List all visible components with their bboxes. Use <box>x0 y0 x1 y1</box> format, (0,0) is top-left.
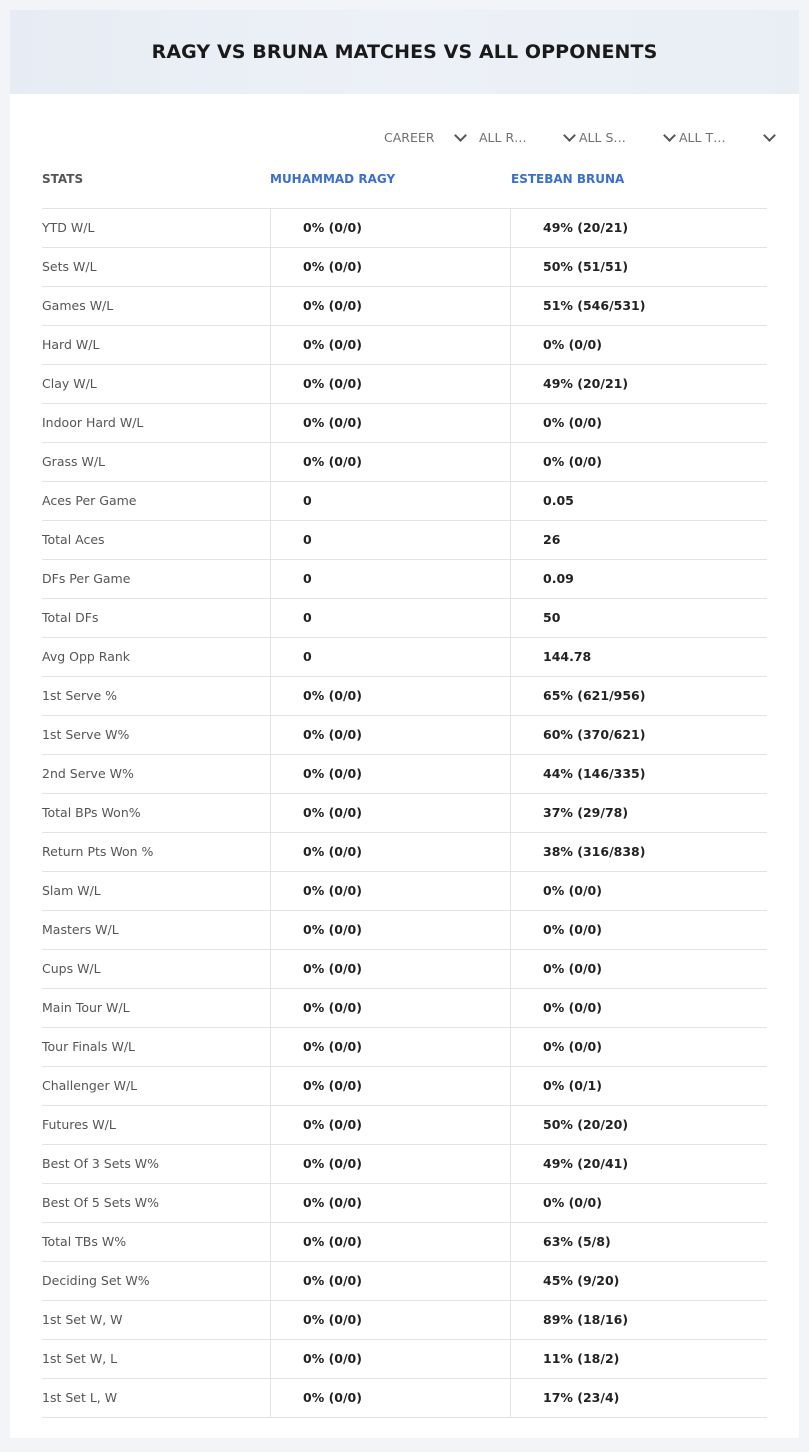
player2-stat-value: 11% (18/2) <box>510 1340 767 1378</box>
table-row <box>42 287 767 326</box>
player1-stat-value: 0% (0/0) <box>270 1184 510 1222</box>
player2-stat-value: 26 <box>510 521 767 559</box>
stat-label: Clay W/L <box>42 376 97 391</box>
table-row <box>42 1184 767 1223</box>
player2-stat-value: 0% (0/0) <box>510 911 767 949</box>
stat-label: 1st Set W, W <box>42 1312 123 1327</box>
player2-stat-value: 50 <box>510 599 767 637</box>
filter-label: ALL R… <box>479 129 527 145</box>
player1-stat-value: 0 <box>270 521 510 559</box>
stat-label: 1st Set L, W <box>42 1390 118 1405</box>
table-row <box>42 1262 767 1301</box>
stat-label: Cups W/L <box>42 961 101 976</box>
table-row <box>42 521 767 560</box>
stat-label: DFs Per Game <box>42 571 131 586</box>
chevron-down-icon <box>663 129 676 142</box>
filter-career-dropdown[interactable] <box>384 126 474 148</box>
table-row <box>42 443 767 482</box>
player1-stat-value: 0% (0/0) <box>270 677 510 715</box>
player2-stat-value: 45% (9/20) <box>510 1262 767 1300</box>
player2-stat-value: 0% (0/0) <box>510 872 767 910</box>
table-row <box>42 638 767 677</box>
player2-stat-value: 0% (0/0) <box>510 404 767 442</box>
table-row <box>42 1028 767 1067</box>
stat-label: 1st Set W, L <box>42 1351 118 1366</box>
player2-stat-value: 89% (18/16) <box>510 1301 767 1339</box>
player2-stat-value: 44% (146/335) <box>510 755 767 793</box>
column-header-player2[interactable]: ESTEBAN BRUNA <box>511 172 625 186</box>
table-row <box>42 716 767 755</box>
stat-label: Total DFs <box>42 610 99 625</box>
player2-stat-value: 144.78 <box>510 638 767 676</box>
player1-stat-value: 0% (0/0) <box>270 365 510 403</box>
player2-stat-value: 37% (29/78) <box>510 794 767 832</box>
player2-stat-value: 65% (621/956) <box>510 677 767 715</box>
player2-stat-value: 0% (0/0) <box>510 989 767 1027</box>
filter-tournaments-dropdown[interactable] <box>679 126 769 148</box>
stat-label: Indoor Hard W/L <box>42 415 144 430</box>
column-header-player1[interactable]: MUHAMMAD RAGY <box>270 172 396 186</box>
page-title: RAGY VS BRUNA MATCHES VS ALL OPPONENTS <box>151 41 658 63</box>
player2-stat-value: 49% (20/21) <box>510 209 767 247</box>
player2-stat-value: 0.05 <box>510 482 767 520</box>
table-row <box>42 677 767 716</box>
stat-label: Total Aces <box>42 532 105 547</box>
player1-stat-value: 0% (0/0) <box>270 1262 510 1300</box>
player1-stat-value: 0% (0/0) <box>270 755 510 793</box>
player1-stat-value: 0 <box>270 482 510 520</box>
table-row <box>42 1379 767 1418</box>
player1-stat-value: 0% (0/0) <box>270 911 510 949</box>
table-row <box>42 833 767 872</box>
player1-stat-value: 0% (0/0) <box>270 1145 510 1183</box>
player1-stat-value: 0 <box>270 560 510 598</box>
player2-stat-value: 49% (20/41) <box>510 1145 767 1183</box>
stat-label: 1st Serve W% <box>42 727 130 742</box>
chevron-down-icon <box>763 129 776 142</box>
table-row <box>42 1301 767 1340</box>
table-row <box>42 326 767 365</box>
player1-stat-value: 0% (0/0) <box>270 209 510 247</box>
filter-label: ALL S… <box>579 129 626 145</box>
column-header-stats: STATS <box>42 172 84 186</box>
player2-stat-value: 0% (0/0) <box>510 950 767 988</box>
stats-table <box>42 160 767 1418</box>
stat-label: Games W/L <box>42 298 114 313</box>
filter-bar <box>380 126 770 148</box>
stat-label: Challenger W/L <box>42 1078 138 1093</box>
table-row <box>42 1145 767 1184</box>
stat-label: Futures W/L <box>42 1117 116 1132</box>
stat-label: Best Of 3 Sets W% <box>42 1156 160 1171</box>
player1-stat-value: 0 <box>270 599 510 637</box>
player2-stat-value: 51% (546/531) <box>510 287 767 325</box>
stat-label: Aces Per Game <box>42 493 137 508</box>
table-row <box>42 404 767 443</box>
table-row <box>42 1106 767 1145</box>
table-row <box>42 911 767 950</box>
player1-stat-value: 0% (0/0) <box>270 1028 510 1066</box>
player2-stat-value: 0.09 <box>510 560 767 598</box>
stat-label: Slam W/L <box>42 883 101 898</box>
stat-label: Masters W/L <box>42 922 119 937</box>
filter-label: ALL T… <box>679 129 726 145</box>
table-row <box>42 794 767 833</box>
table-row <box>42 482 767 521</box>
card-header <box>10 10 799 94</box>
table-row <box>42 365 767 404</box>
stat-label: Sets W/L <box>42 259 97 274</box>
stat-label: Deciding Set W% <box>42 1273 150 1288</box>
table-row <box>42 248 767 287</box>
table-row <box>42 1340 767 1379</box>
table-row <box>42 872 767 911</box>
player1-stat-value: 0% (0/0) <box>270 950 510 988</box>
player2-stat-value: 0% (0/0) <box>510 326 767 364</box>
stat-label: 2nd Serve W% <box>42 766 134 781</box>
table-header <box>42 160 767 209</box>
player1-stat-value: 0% (0/0) <box>270 833 510 871</box>
table-row <box>42 1067 767 1106</box>
player2-stat-value: 49% (20/21) <box>510 365 767 403</box>
stat-label: Main Tour W/L <box>42 1000 130 1015</box>
player1-stat-value: 0% (0/0) <box>270 716 510 754</box>
player1-stat-value: 0% (0/0) <box>270 404 510 442</box>
table-row <box>42 755 767 794</box>
player1-stat-value: 0% (0/0) <box>270 1301 510 1339</box>
table-row <box>42 599 767 638</box>
player1-stat-value: 0% (0/0) <box>270 1223 510 1261</box>
player2-stat-value: 0% (0/1) <box>510 1067 767 1105</box>
table-row <box>42 989 767 1028</box>
player1-stat-value: 0% (0/0) <box>270 443 510 481</box>
player2-stat-value: 50% (51/51) <box>510 248 767 286</box>
player1-stat-value: 0% (0/0) <box>270 1340 510 1378</box>
player1-stat-value: 0 <box>270 638 510 676</box>
stat-label: Total TBs W% <box>42 1234 127 1249</box>
stat-label: Tour Finals W/L <box>42 1039 136 1054</box>
stat-label: Return Pts Won % <box>42 844 154 859</box>
player1-stat-value: 0% (0/0) <box>270 1379 510 1417</box>
player1-stat-value: 0% (0/0) <box>270 287 510 325</box>
chevron-down-icon <box>563 129 576 142</box>
table-body <box>42 209 767 1418</box>
stats-card <box>10 10 799 1438</box>
chevron-down-icon <box>454 129 467 142</box>
player2-stat-value: 0% (0/0) <box>510 1184 767 1222</box>
player2-stat-value: 60% (370/621) <box>510 716 767 754</box>
player1-stat-value: 0% (0/0) <box>270 794 510 832</box>
table-row <box>42 950 767 989</box>
table-row <box>42 209 767 248</box>
stat-label: Avg Opp Rank <box>42 649 131 664</box>
player1-stat-value: 0% (0/0) <box>270 248 510 286</box>
player1-stat-value: 0% (0/0) <box>270 1106 510 1144</box>
player1-stat-value: 0% (0/0) <box>270 326 510 364</box>
filter-label: CAREER <box>384 129 435 145</box>
player2-stat-value: 0% (0/0) <box>510 443 767 481</box>
stat-label: 1st Serve % <box>42 688 118 703</box>
stat-label: Hard W/L <box>42 337 100 352</box>
stat-label: Grass W/L <box>42 454 106 469</box>
player2-stat-value: 63% (5/8) <box>510 1223 767 1261</box>
player1-stat-value: 0% (0/0) <box>270 872 510 910</box>
filter-rounds-dropdown[interactable] <box>479 126 569 148</box>
stat-label: Best Of 5 Sets W% <box>42 1195 160 1210</box>
table-row <box>42 560 767 599</box>
player1-stat-value: 0% (0/0) <box>270 1067 510 1105</box>
stat-label: Total BPs Won% <box>42 805 141 820</box>
player2-stat-value: 0% (0/0) <box>510 1028 767 1066</box>
table-row <box>42 1223 767 1262</box>
player2-stat-value: 38% (316/838) <box>510 833 767 871</box>
player1-stat-value: 0% (0/0) <box>270 989 510 1027</box>
player2-stat-value: 17% (23/4) <box>510 1379 767 1417</box>
player2-stat-value: 50% (20/20) <box>510 1106 767 1144</box>
filter-surfaces-dropdown[interactable] <box>579 126 669 148</box>
stat-label: YTD W/L <box>42 220 95 235</box>
